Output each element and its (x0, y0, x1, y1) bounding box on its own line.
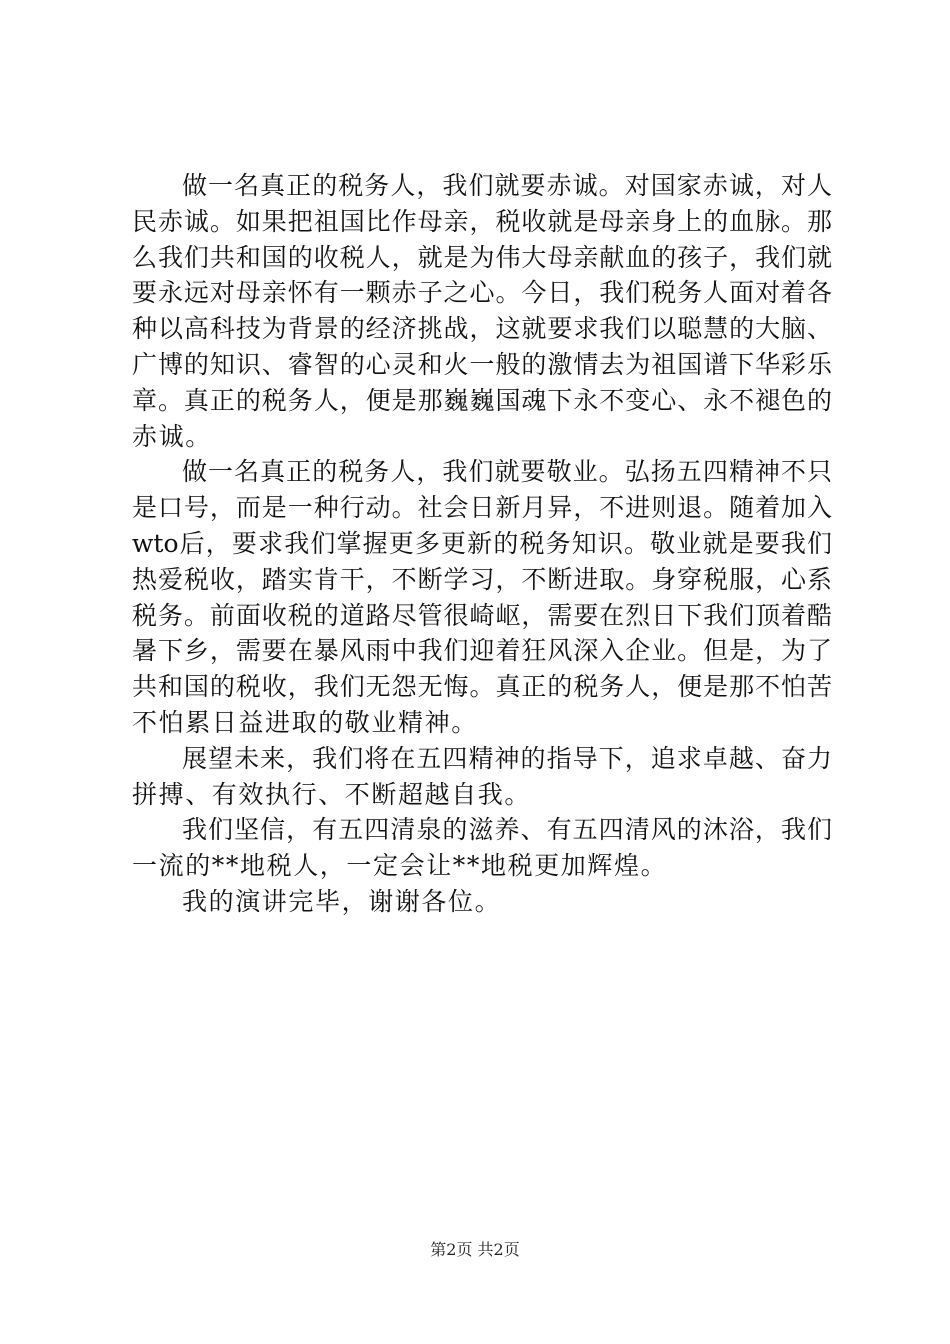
text-line: 种以高科技为背景的经济挑战，这就要求我们以聪慧的大脑、 (132, 314, 832, 344)
text-line: wto后，要求我们掌握更多更新的税务知识。敬业就是要我们 (132, 528, 832, 558)
text-line: 共和国的税收，我们无怨无悔。真正的税务人，便是那不怕苦 (132, 672, 832, 702)
page-number: 第2页 共2页 (430, 1240, 520, 1259)
paragraph (132, 884, 832, 920)
text-line: 广博的知识、睿智的心灵和火一般的激情去为祖国谱下华彩乐 (132, 349, 832, 379)
text-line: 赤诚。 (132, 421, 212, 451)
text-line: 热爱税收，踏实肯干，不断学习，不断进取。身穿税服，心系 (132, 564, 832, 594)
text-line: 做一名真正的税务人，我们就要敬业。弘扬五四精神不只 (182, 457, 832, 487)
text-line: 一流的**地税人，一定会让**地税更加辉煌。 (132, 851, 668, 881)
text-line: 民赤诚。如果把祖国比作母亲，税收就是母亲身上的血脉。那 (132, 206, 832, 236)
paragraph (132, 812, 832, 884)
text-line: 我们坚信，有五四清泉的滋养、有五四清风的沐浴，我们 (182, 815, 832, 845)
text-line: 做一名真正的税务人，我们就要赤诚。对国家赤诚，对人 (182, 171, 832, 200)
text-line: 税务。前面收税的道路尽管很崎岖，需要在烈日下我们顶着酷 (132, 600, 832, 630)
text-line: 不怕累日益进取的敬业精神。 (132, 707, 478, 737)
text-line: 要永远对母亲怀有一颗赤子之心。今日，我们税务人面对着各 (132, 278, 832, 308)
paragraph (132, 168, 832, 454)
text-line: 么我们共和国的收税人，就是为伟大母亲献血的孩子，我们就 (132, 242, 832, 272)
text-line: 拼搏、有效执行、不断超越自我。 (132, 779, 532, 809)
text-line: 我的演讲完毕，谢谢各位。 (182, 886, 502, 916)
text-line: 暑下乡，需要在暴风雨中我们迎着狂风深入企业。但是，为了 (132, 636, 832, 666)
paragraph (132, 454, 832, 740)
text-line: 是口号，而是一种行动。社会日新月异，不进则退。随着加入 (132, 493, 832, 523)
speech-body (132, 168, 832, 920)
paragraph (132, 741, 832, 813)
text-line: 章。真正的税务人，便是那巍巍国魂下永不变心、永不褪色的 (132, 385, 832, 415)
page-number-footer (0, 1240, 950, 1260)
text-line: 展望未来，我们将在五四精神的指导下，追求卓越、奋力 (182, 743, 832, 773)
